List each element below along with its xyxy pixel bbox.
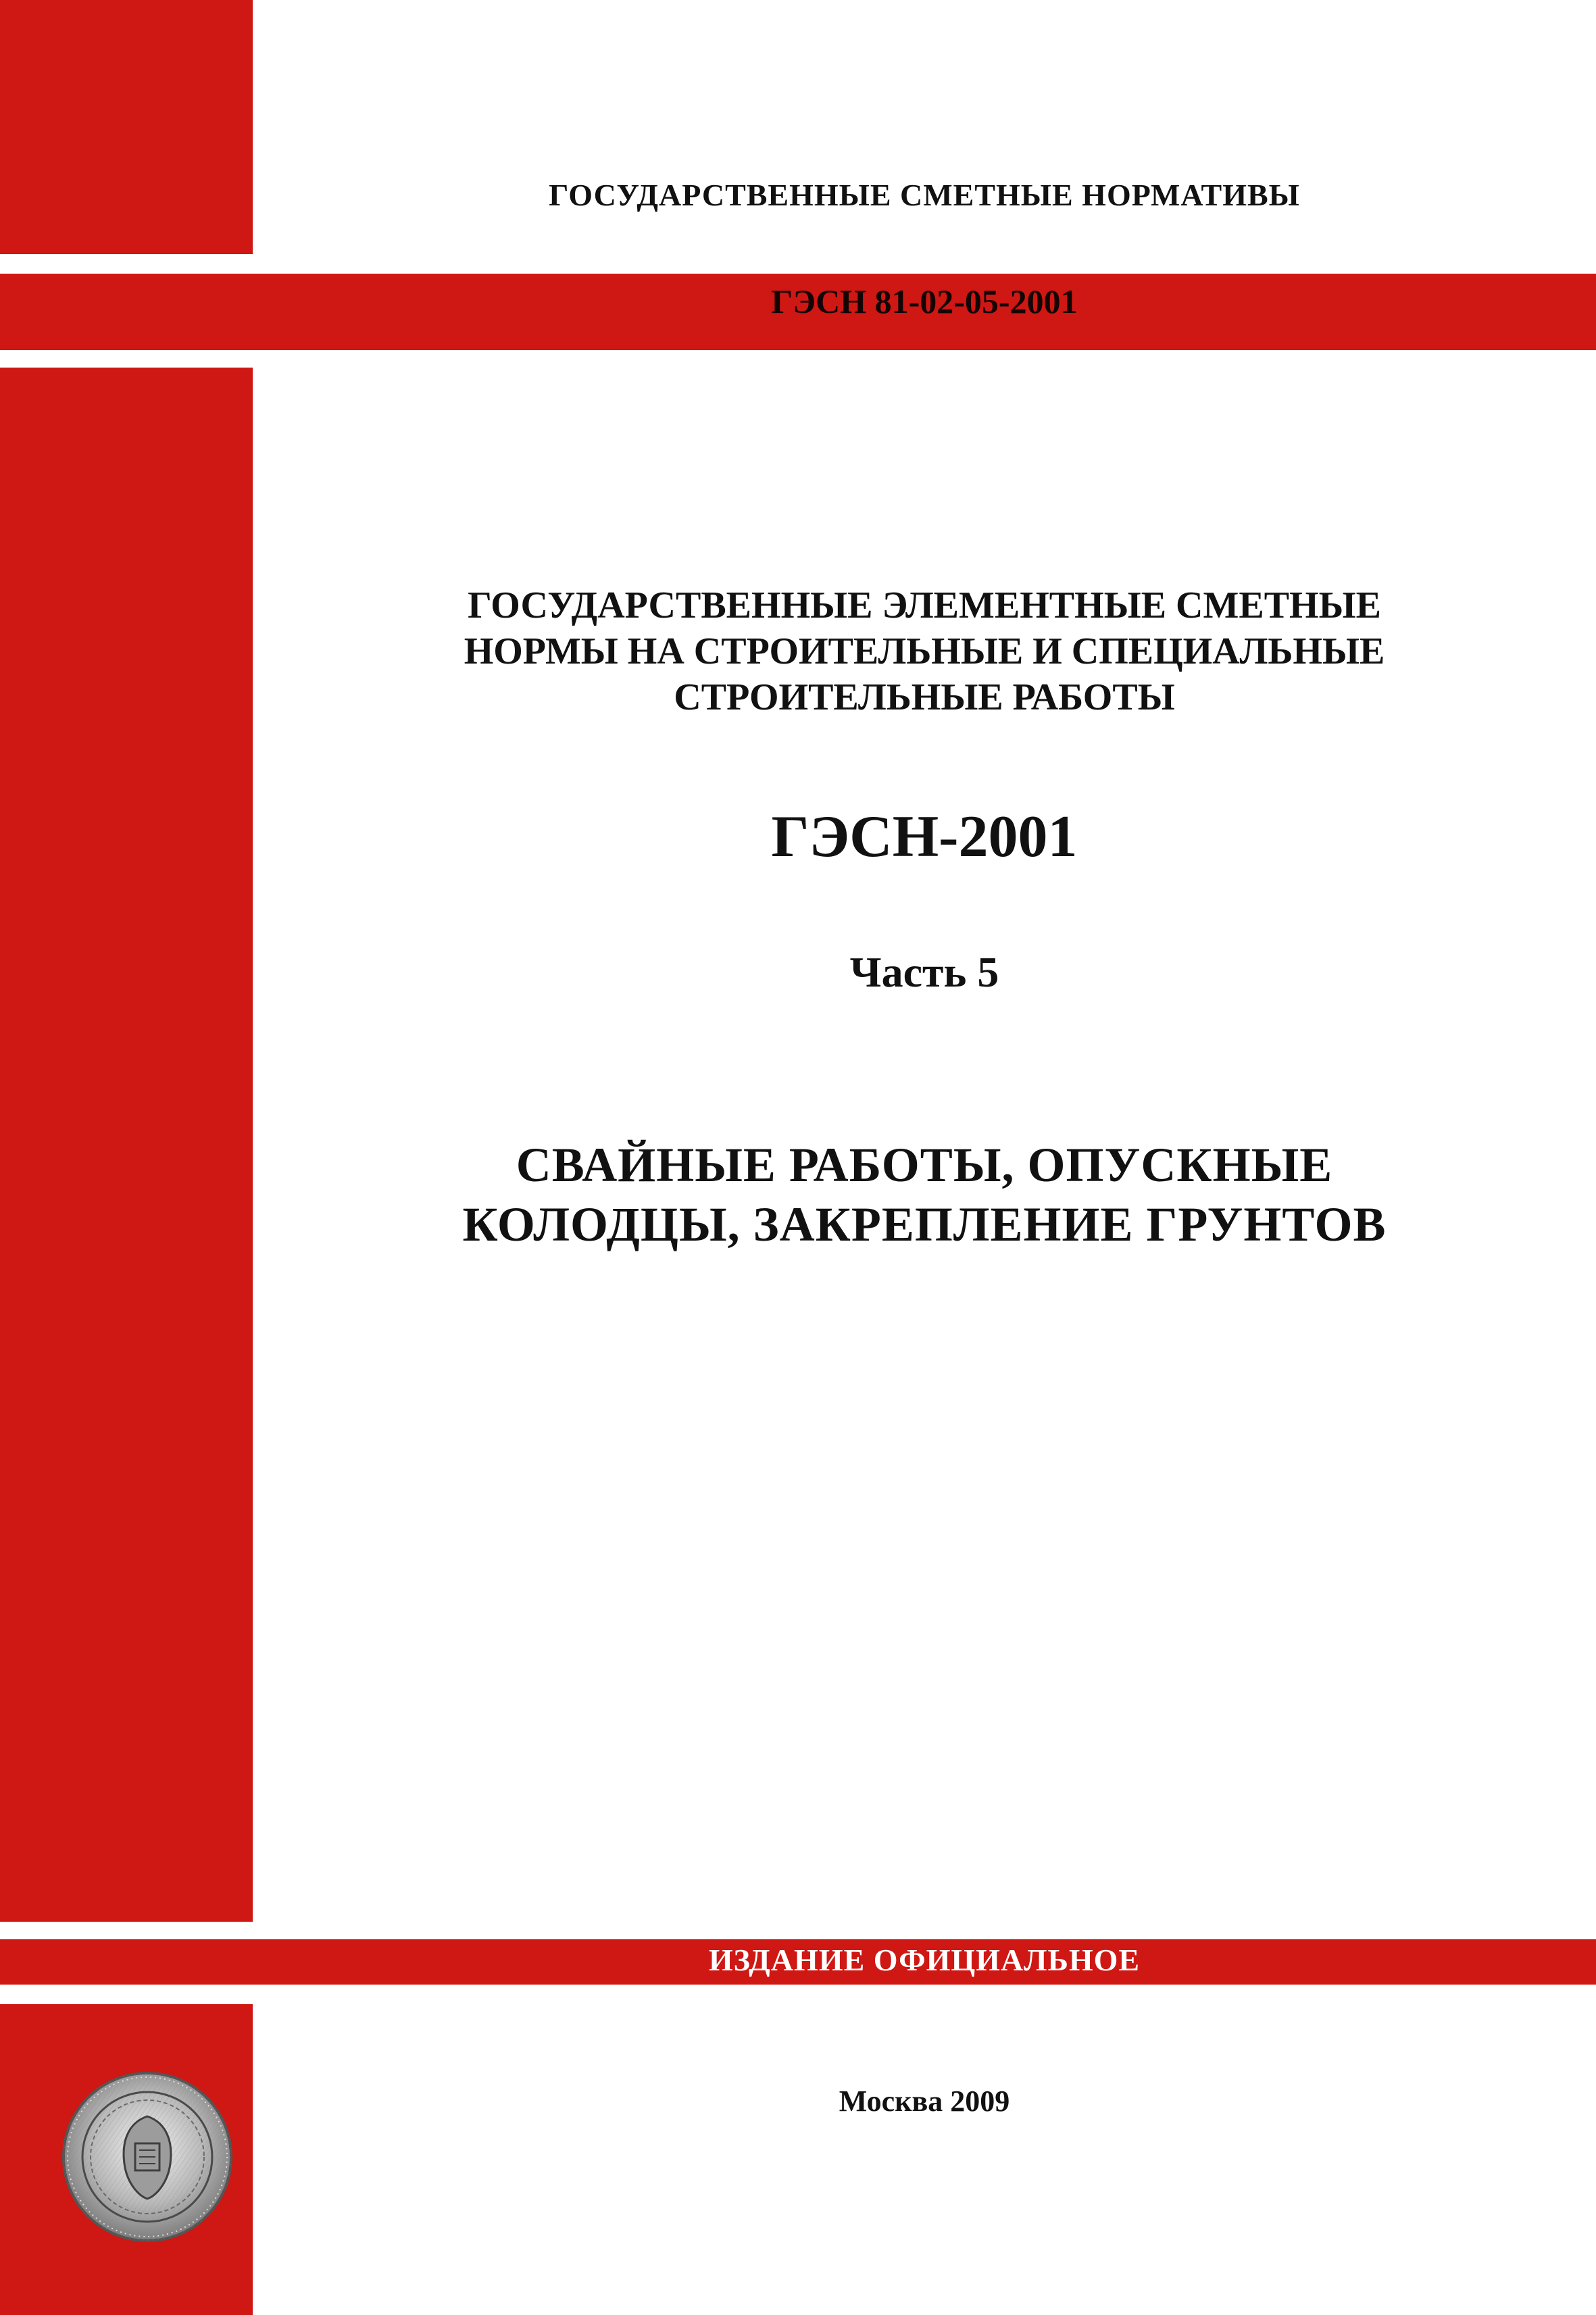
heading-line: СТРОИТЕЛЬНЫЕ РАБОТЫ <box>674 676 1175 718</box>
subject-title <box>253 1135 1596 1254</box>
subject-line: КОЛОДЦЫ, ЗАКРЕПЛЕНИЕ ГРУНТОВ <box>462 1197 1387 1251</box>
red-column-middle <box>0 368 253 1922</box>
document-code: ГЭСН 81-02-05-2001 <box>771 282 1078 320</box>
city-year: Москва 2009 <box>839 2085 1010 2118</box>
subject-line: СВАЙНЫЕ РАБОТЫ, ОПУСКНЫЕ <box>516 1138 1333 1192</box>
red-column-top <box>0 0 253 254</box>
hologram-seal-icon <box>59 2069 235 2245</box>
heading-line: НОРМЫ НА СТРОИТЕЛЬНЫЕ И СПЕЦИАЛЬНЫЕ <box>464 630 1385 672</box>
document-heading <box>253 582 1596 720</box>
heading-line: ГОСУДАРСТВЕННЫЕ ЭЛЕМЕНТНЫЕ СМЕТНЫЕ <box>468 584 1381 626</box>
edition-label: ИЗДАНИЕ ОФИЦИАЛЬНОЕ <box>708 1943 1141 1977</box>
abbreviation-title: ГЭСН-2001 <box>771 804 1078 870</box>
part-number: Часть 5 <box>849 948 999 996</box>
series-title: ГОСУДАРСТВЕННЫЕ СМЕТНЫЕ НОРМАТИВЫ <box>549 178 1300 212</box>
